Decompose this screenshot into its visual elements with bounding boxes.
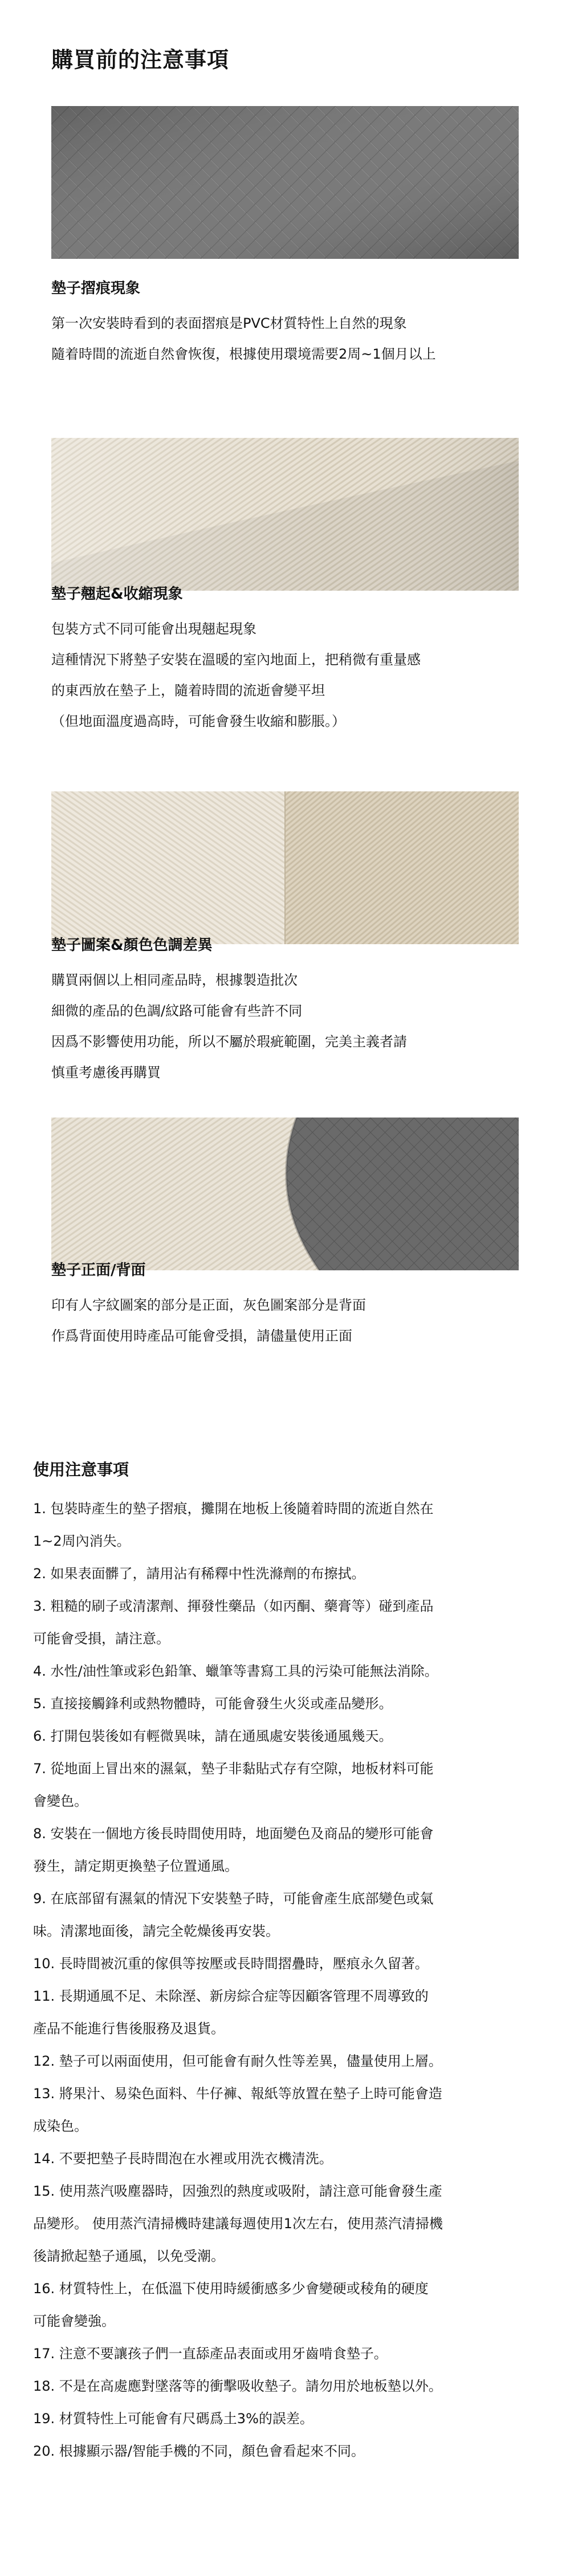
section-line: 印有人字紋圖案的部分是正面，灰色圖案部分是背面	[51, 1297, 366, 1313]
section-line: 作爲背面使用時產品可能會受損，請儘量使用正面	[51, 1328, 352, 1344]
section-line: 購買兩個以上相同產品時，根據製造批次	[51, 972, 298, 988]
section-line: 這種情況下將墊子安裝在溫暖的室內地面上，把稍微有重量感	[51, 652, 421, 668]
front-back-photo	[51, 1118, 519, 1270]
usage-notes-title: 使用注意事項	[33, 1460, 129, 1479]
usage-note-line: 8. 安裝在一個地方後長時間使用時，地面變色及商品的變形可能會	[33, 1826, 434, 1842]
section-line: 包裝方式不同可能會出現翹起現象	[51, 621, 256, 637]
section-front-back	[51, 1259, 519, 1351]
usage-note-line: 11. 長期通風不足、未除溼、新房綜合症等因顧客管理不周導致的	[33, 1988, 429, 2004]
usage-note-line: 味。清潔地面後，請完全乾燥後再安裝。	[33, 1923, 279, 1939]
usage-note-line: 14. 不要把墊子長時間泡在水裡或用洗衣機清洗。	[33, 2151, 333, 2167]
usage-note-line: 後請掀起墊子通風，以免受潮。	[33, 2248, 225, 2264]
usage-note-line: 17. 注意不要讓孩子們一直舔產品表面或用牙齒啃食墊子。	[33, 2346, 388, 2362]
usage-note-line: 9. 在底部留有濕氣的情況下安裝墊子時，可能會產生底部變色或氣	[33, 1891, 434, 1907]
usage-note-line: 15. 使用蒸汽吸塵器時，因強烈的熱度或吸附，請注意可能會發生產	[33, 2183, 442, 2199]
section-wrinkle	[51, 277, 519, 369]
usage-note-line: 16. 材質特性上，在低溫下使用時緩衝感多少會變硬或稜角的硬度	[33, 2281, 429, 2297]
usage-note-line: 1. 包裝時產生的墊子摺痕，攤開在地板上後隨着時間的流逝自然在	[33, 1501, 434, 1517]
section-line: 隨着時間的流逝自然會恢復，根據使用環境需要2周~1個月以上	[51, 346, 436, 362]
section-heading: 墊子摺痕現象	[51, 280, 141, 297]
usage-note-line: 可能會變強。	[33, 2313, 115, 2329]
section-heading: 墊子翹起&收縮現象	[51, 586, 183, 603]
usage-note-line: 3. 粗糙的刷子或清潔劑、揮發性藥品（如丙酮、藥膏等）碰到產品	[33, 1598, 434, 1614]
usage-note-line: 19. 材質特性上可能會有尺碼爲土3%的誤差。	[33, 2411, 314, 2427]
usage-notes-list	[33, 1493, 540, 2468]
usage-note-line: 6. 打開包裝後如有輕微異味，請在通風處安裝後通風幾天。	[33, 1728, 393, 1744]
usage-note-line: 可能會受損，請注意。	[33, 1631, 170, 1647]
section-heading: 墊子圖案&顏色色調差異	[51, 937, 213, 954]
usage-note-line: 20. 根據顯示器/智能手機的不同，顏色會看起來不同。	[33, 2443, 365, 2459]
usage-note-line: 5. 直接接觸鋒利或熱物體時，可能會發生火災或產品變形。	[33, 1696, 393, 1712]
section-line: 慎重考慮後再購買	[51, 1064, 161, 1080]
section-heading: 墊子正面/背面	[51, 1262, 146, 1279]
section-warp	[51, 583, 519, 737]
usage-note-line: 1~2周內消失。	[33, 1533, 131, 1549]
beige-herringbone-mat-photo	[51, 438, 519, 591]
page-title: 購買前的注意事項	[51, 47, 230, 72]
usage-note-line: 13. 將果汁、易染色面料、牛仔褲、報紙等放置在墊子上時可能會造	[33, 2086, 442, 2102]
usage-note-line: 10. 長時間被沉重的傢俱等按壓或長時間摺疊時，壓痕永久留著。	[33, 1956, 429, 1972]
usage-note-line: 18. 不是在高處應對墜落等的衝擊吸收墊子。請勿用於地板墊以外。	[33, 2378, 442, 2394]
usage-note-line: 品變形。 使用蒸汽清掃機時建議每週使用1次左右，使用蒸汽清掃機	[33, 2216, 443, 2232]
gray-diamond-mat-photo	[51, 106, 519, 259]
section-line: 細微的產品的色調/紋路可能會有些許不同	[51, 1003, 303, 1019]
section-color-difference	[51, 934, 519, 1088]
usage-note-line: 12. 墊子可以兩面使用，但可能會有耐久性等差異，儘量使用上層。	[33, 2053, 442, 2069]
usage-notes	[33, 1458, 540, 2468]
color-difference-photo	[51, 791, 519, 944]
usage-note-line: 2. 如果表面髒了，請用沾有稀釋中性洗滌劑的布擦拭。	[33, 1566, 365, 1582]
usage-note-line: 發生，請定期更換墊子位置通風。	[33, 1858, 238, 1874]
usage-note-line: 成染色。	[33, 2118, 88, 2134]
usage-note-line: 會變色。	[33, 1793, 88, 1809]
section-line: 因爲不影響使用功能，所以不屬於瑕疵範圍，完美主義者請	[51, 1034, 407, 1050]
section-line: 的東西放在墊子上，隨着時間的流逝會變平坦	[51, 682, 325, 698]
usage-note-line: 產品不能進行售後服務及退貨。	[33, 2021, 225, 2037]
usage-note-line: 7. 從地面上冒出來的濕氣，墊子非黏貼式存有空隙，地板材料可能	[33, 1761, 434, 1777]
usage-note-line: 4. 水性/油性筆或彩色鉛筆、蠟筆等書寫工具的污染可能無法消除。	[33, 1663, 438, 1679]
section-line: 第一次安裝時看到的表面摺痕是PVC材質特性上自然的現象	[51, 315, 407, 331]
section-line: （但地面溫度過高時，可能會發生收縮和膨脹。）	[51, 713, 345, 729]
